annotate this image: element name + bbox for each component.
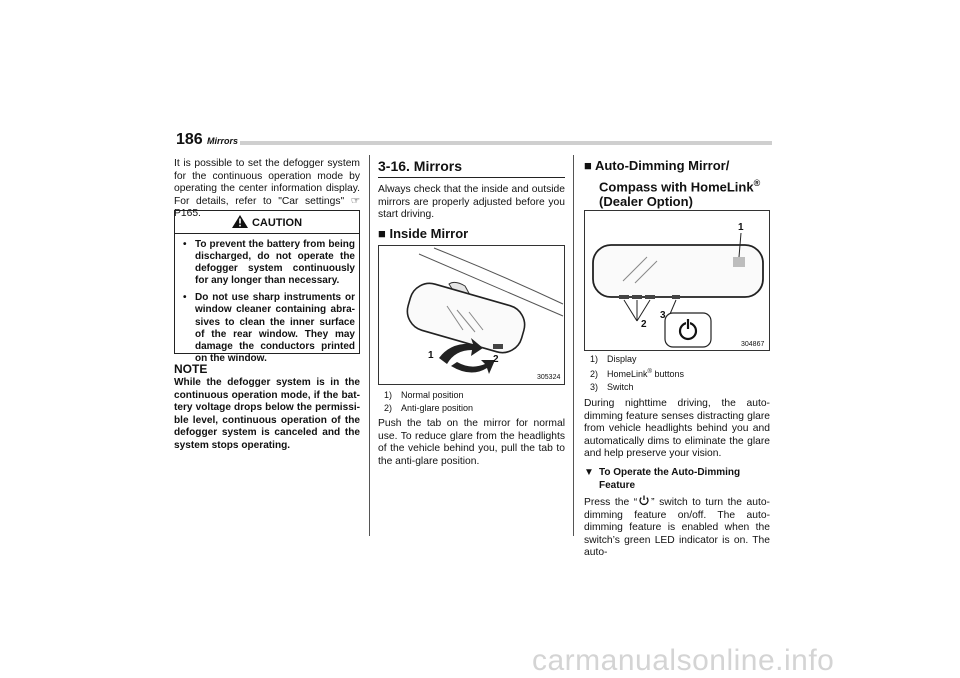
operate-subheading-line2: Feature — [599, 479, 636, 491]
section-title-rule — [378, 177, 565, 178]
warning-triangle-icon — [232, 215, 248, 228]
legend-text: Display — [607, 354, 637, 364]
heading-text: Compass with HomeLink — [599, 179, 754, 195]
registered-mark: ® — [647, 368, 652, 375]
defogger-intro-text: It is possible to set the defogger system for the continuous operation mode by operating the center information display. For details, refer to "Car settings" ☞P165. — [174, 158, 360, 220]
operate-body — [584, 495, 770, 560]
auto-dimming-heading-line3: (Dealer Option) — [599, 194, 693, 209]
caution-item — [183, 239, 355, 287]
figure-code: 304867 — [741, 341, 765, 348]
header-rule — [240, 141, 772, 145]
column-divider-right — [573, 155, 574, 536]
caution-list — [183, 239, 355, 370]
mirror-intro-text: Always check that the inside and outside mirrors are properly adjusted before you start driving. — [378, 184, 565, 221]
note-text: While the defogger system is in the continuous operation mode, if the bat-tery voltage drops below the permissi-ble level, continuous operation of the defogger system is canceled and the system stops operating. — [174, 377, 360, 451]
inside-mirror-illustration — [379, 246, 564, 384]
caution-title: CAUTION — [251, 217, 303, 229]
caution-heading — [175, 215, 359, 229]
bullet-icon: • — [183, 239, 187, 250]
auto-dimming-heading-line2 — [599, 178, 760, 194]
legend-num: 1) — [590, 354, 599, 364]
legend-text: Switch — [607, 381, 634, 392]
callout-2: 2 — [493, 354, 499, 365]
callout-3: 3 — [660, 310, 666, 321]
inside-mirror-figure — [378, 245, 565, 385]
legend-text-after: buttons — [651, 368, 684, 379]
column-divider-left — [369, 155, 370, 536]
caution-box — [174, 210, 360, 364]
legend-text: HomeLink — [607, 368, 648, 379]
legend-text: Anti-glare position — [401, 402, 474, 413]
registered-mark: ® — [753, 178, 761, 188]
legend-item — [590, 353, 770, 366]
legend-item — [384, 389, 564, 402]
auto-dimming-legend — [590, 353, 770, 393]
bullet-icon: • — [183, 292, 187, 304]
caution-divider — [175, 233, 359, 234]
callout-2: 2 — [641, 319, 647, 330]
caution-item-text: Do not use sharp instruments or window cleaner containing abra-sives to clean the inner surface of the rear window. They may damage the conductors printed on the window. — [195, 292, 355, 364]
operate-body-start: Press the “ — [584, 497, 638, 508]
watermark: carmanualsonline.info — [532, 644, 835, 677]
legend-num: 2) — [590, 368, 599, 379]
caution-item-text: To prevent the battery from being discharged, do not operate the defogger system continuously for any longer than necessary. — [195, 239, 355, 287]
caution-item — [183, 292, 355, 365]
legend-num: 1) — [384, 390, 393, 400]
triangle-marker-icon: ▼ — [584, 467, 594, 478]
legend-item — [590, 381, 770, 394]
auto-dimming-figure — [584, 210, 770, 351]
legend-item — [590, 366, 770, 381]
legend-num: 2) — [384, 402, 393, 413]
operate-subheading — [584, 467, 770, 492]
auto-dimming-body: During nighttime driving, the auto-dimming feature senses distracting glare from vehicle headlights behind you and automatically dims to eliminate the glare and help preserve your vision. — [584, 398, 770, 460]
inside-mirror-body: Push the tab on the mirror for normal use. To reduce glare from the headlights of the vehicle behind you, pull the tab to the anti-glare position. — [378, 418, 565, 467]
operate-body-rest: ” switch to turn the auto-dimming feature on/off. The auto-dimming feature is enabled when the switch’s green LED indicator is on. The auto- — [584, 497, 770, 559]
section-name: Mirrors — [207, 136, 239, 146]
callout-1: 1 — [428, 350, 434, 361]
inside-mirror-heading: ■ Inside Mirror — [378, 226, 469, 241]
operate-subheading-line1: To Operate the Auto-Dimming — [599, 467, 741, 478]
inside-mirror-legend — [384, 389, 564, 415]
note-heading: NOTE — [174, 362, 208, 376]
legend-text: Normal position — [401, 390, 464, 400]
auto-dimming-heading-line1: ■ Auto-Dimming Mirror/ — [584, 158, 730, 173]
figure-code: 305324 — [537, 374, 561, 381]
callout-1: 1 — [738, 222, 744, 233]
legend-num: 3) — [590, 381, 599, 392]
section-title: 3-16. Mirrors — [378, 158, 463, 174]
power-icon — [638, 495, 650, 506]
legend-item — [384, 402, 564, 415]
page-number: 186 — [176, 131, 203, 148]
